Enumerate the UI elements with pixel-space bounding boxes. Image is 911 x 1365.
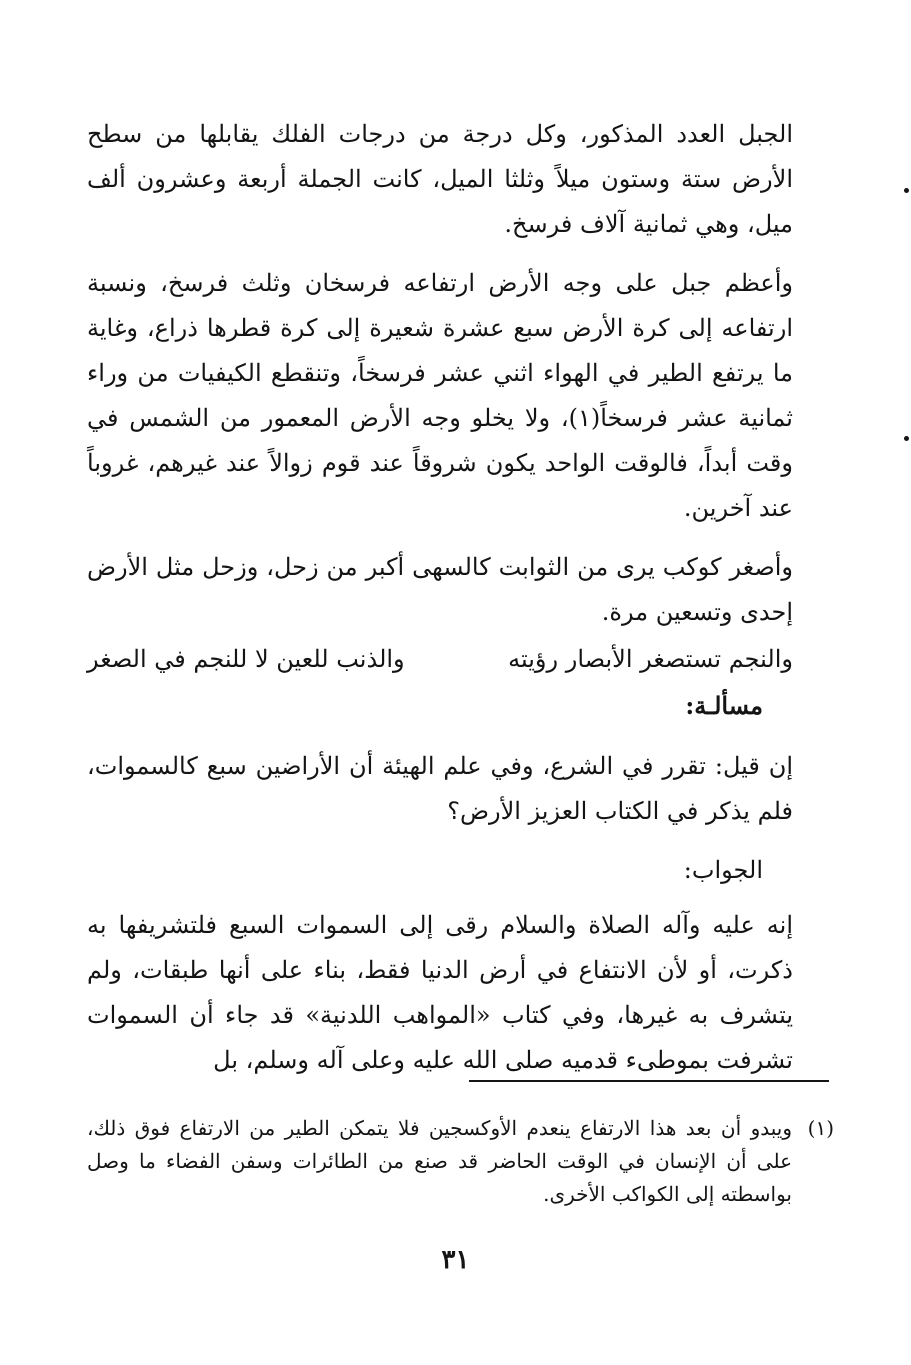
verse-first-hemistich: والنجم تستصغر الأبصار رؤيته [508, 645, 793, 673]
main-text [87, 112, 793, 1097]
footnote-marker: (١) [807, 1116, 834, 1140]
footnote-separator [469, 1080, 829, 1082]
verse-second-hemistich: والذنب للعين لا للنجم في الصغر [87, 645, 405, 673]
footnote-text: ويبدو أن بعد هذا الارتفاع ينعدم الأوكسجين فلا يتمكن الطير من الارتفاع فوق ذلك، على أن الإنسان في الوقت الحاضر قد صنع من الطائرات وسفن الفضاء ما وصل بواسطته إلى الكواكب الأخرى. [87, 1116, 792, 1206]
paragraph-smallest-star: وأصغر كوكب يرى من الثوابت كالسهى أكبر من زحل، وزحل مثل الأرض إحدى وتسعين مرة. [87, 553, 793, 626]
paragraph-greatest-mountain: وأعظم جبل على وجه الأرض ارتفاعه فرسخان وثلث فرسخ، ونسبة ارتفاعه إلى كرة الأرض سبع عشرة شعيرة إلى كرة قطرها ذراع، وغاية ما يرتفع الطير في الهواء اثني عشر فرسخاً، وتنقطع الكيفيات من وراء ثمانية عشر فرسخاً(١)، ولا يخلو وجه الأرض المعمور من الشمس في وقت أبداً، فالوقت الواحد يكون شروقاً عند قوم زوالاً عند غيرهم، غروباً عند آخرين. [87, 269, 793, 522]
footnote [87, 1112, 834, 1211]
poetry-verse [87, 637, 793, 683]
paragraph-mountain-height: الجبل العدد المذكور، وكل درجة من درجات الفلك يقابلها من سطح الأرض ستة وستون ميلاً وثلثا الميل، كانت الجملة أربعة وعشرون ألف ميل، وهي ثمانية آلاف فرسخ. [87, 120, 793, 238]
answer-label: الجواب: [683, 856, 763, 884]
question-paragraph: إن قيل: تقرر في الشرع، وفي علم الهيئة أن الأراضين سبع كالسموات، فلم يذكر في الكتاب العزيز الأرض؟ [87, 752, 793, 825]
margin-dot [904, 436, 909, 441]
question-heading: مسألـة: [685, 691, 763, 720]
margin-dot [904, 188, 909, 193]
page-number: ٣١ [441, 1245, 470, 1275]
answer-paragraph: إنه عليه وآله الصلاة والسلام رقى إلى السموات السبع فلتشريفها به ذكرت، أو لأن الانتفاع في أرض الدنيا فقط، بناء على أنها طبقات، ولم يتشرف به غيرها، وفي كتاب «المواهب اللدنية» قد جاء أن السموات تشرفت بموطىء قدميه صلى الله عليه وعلى آله وسلم، بل [87, 911, 793, 1074]
